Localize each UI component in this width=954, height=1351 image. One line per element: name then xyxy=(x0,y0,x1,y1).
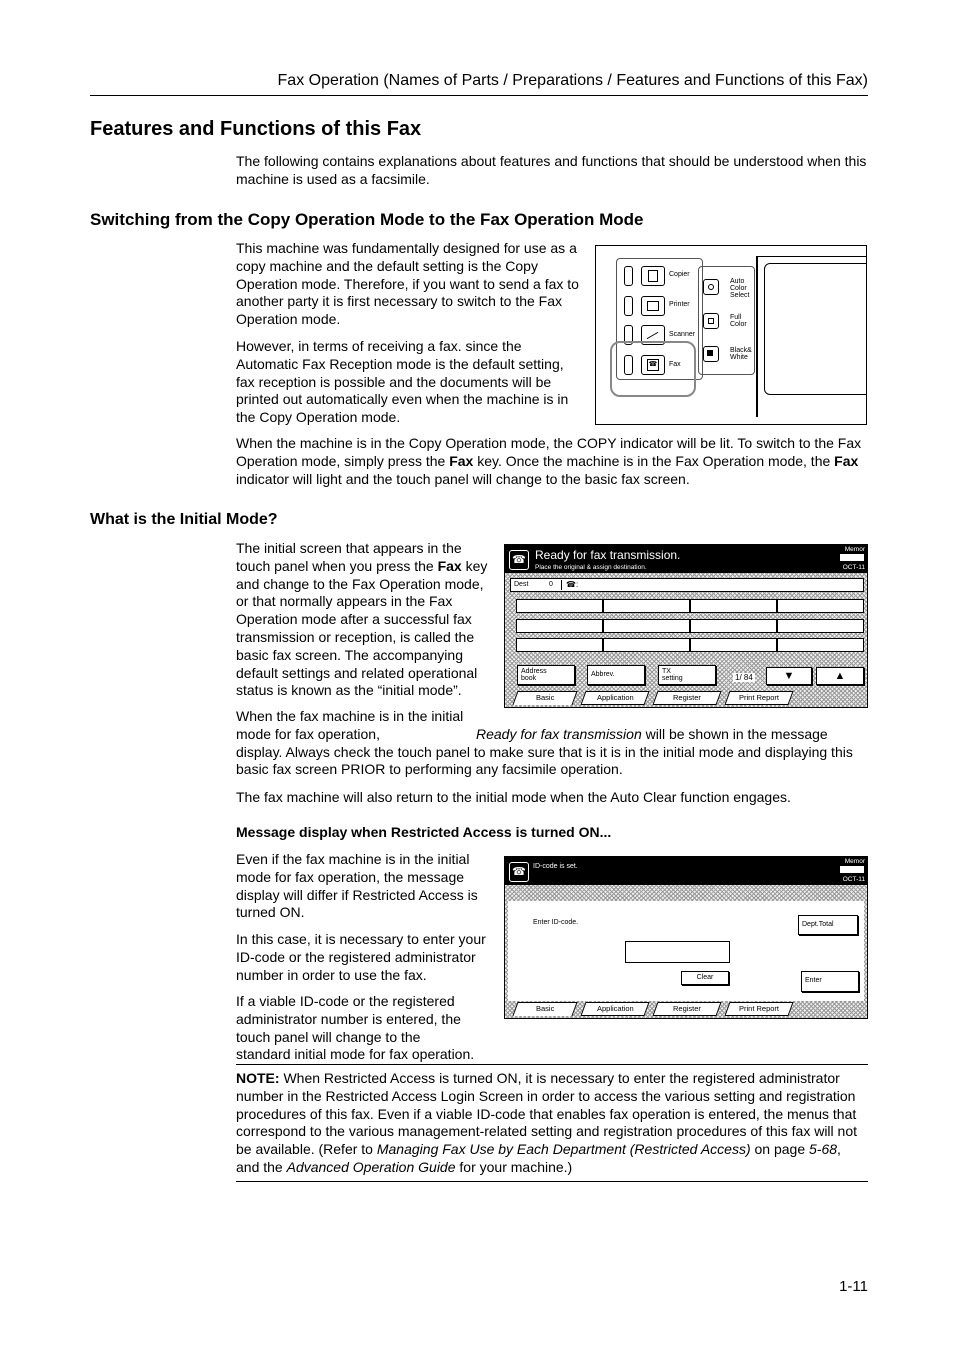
fax-mode-icon: ☎ xyxy=(509,550,529,570)
tab-bar xyxy=(505,691,867,707)
one-touch-key[interactable] xyxy=(516,638,603,652)
basic-fax-screen xyxy=(504,544,868,708)
fax-mode-icon: ☎ xyxy=(509,862,529,882)
page-number: 1-11 xyxy=(839,1278,868,1295)
scroll-up-button[interactable] xyxy=(816,667,864,685)
control-panel-figure xyxy=(595,245,867,425)
printer-indicator xyxy=(624,296,633,316)
tab-application[interactable]: Application xyxy=(580,691,649,705)
restricted-paragraph-3: If a viable ID-code or the registered administrator number is entered, the touch panel will change to the standard initial mode for fax operation. xyxy=(236,993,475,1063)
message-title: Ready for fax transmission. xyxy=(535,548,681,562)
date-label: OCT-11 xyxy=(842,564,865,571)
one-touch-key[interactable] xyxy=(777,638,864,652)
copier-key[interactable] xyxy=(641,266,665,286)
note-paragraph: NOTE: When Restricted Access is turned ON, it is necessary to enter the registered administrator number in the Restricted Access Login Screen in order to access the various setting and registration procedures of this fax. Even if a viable ID-code that enables fax operation is entered, the menus that correspond to the various management-related setting and registration procedures of this fax will not be available. (Refer to Managing Fax Use by Each Department (Restricted Access) on page 5-68, and the Advanced Operation Guide for your machine.) xyxy=(236,1070,858,1175)
restricted-heading: Message display when Restricted Access is turned ON... xyxy=(236,824,612,840)
copier-label: Copier xyxy=(669,271,690,278)
header-rule xyxy=(90,95,868,96)
one-touch-key[interactable] xyxy=(603,619,690,633)
one-touch-key[interactable] xyxy=(603,638,690,652)
abbrev-button[interactable]: Abbrev. xyxy=(587,665,645,685)
memory-label: Memor xyxy=(844,546,865,553)
up-arrow-icon: ▲ xyxy=(834,670,846,682)
full-color-key[interactable] xyxy=(703,313,719,329)
black-white-indicator-icon xyxy=(707,350,713,356)
switching-paragraph-3: When the machine is in the Copy Operation mode, the COPY indicator will be lit. To switch to the Fax Operation mode, simply press the Fax key. Once the machine is in the Fax Operation mode, the Fax indicator will light and the touch panel will change to the basic fax screen. xyxy=(236,435,862,487)
tab-bar xyxy=(505,1002,867,1018)
dest-count: 0 xyxy=(549,581,553,588)
switching-paragraph-2: However, in terms of receiving a fax. since the Automatic Fax Reception mode is the default setting, fax reception is possible and the documents will be printed out automatically even when the machine is in the Copy Operation mode. xyxy=(236,338,569,426)
tab-print-report[interactable]: Print Report xyxy=(724,691,793,705)
copier-icon xyxy=(648,270,658,282)
tab-basic[interactable]: Basic xyxy=(512,1002,577,1016)
fax-label: Fax xyxy=(669,361,681,368)
auto-color-key[interactable] xyxy=(703,279,719,295)
id-message-title: ID-code is set. xyxy=(533,863,578,870)
fax-icon: ☎ xyxy=(647,359,659,371)
dest-divider xyxy=(561,580,562,590)
enter-id-label: Enter ID-code. xyxy=(533,919,579,926)
address-book-button[interactable]: Address book xyxy=(517,665,575,685)
touch-panel-display xyxy=(764,263,867,395)
id-message-bar xyxy=(505,857,867,885)
tab-register[interactable]: Register xyxy=(652,1002,721,1016)
destination-bar xyxy=(510,578,864,592)
date-label: OCT-11 xyxy=(842,876,865,883)
printer-key[interactable] xyxy=(641,296,665,316)
memory-label: Memor xyxy=(844,858,865,865)
note-top-rule xyxy=(236,1064,868,1065)
auto-color-label: Auto Color Select xyxy=(730,278,750,299)
initial-mode-paragraph-2: When the fax machine is in the initial mode for fax operation, Ready for fax transmission will be shown in the message display. Always check the touch panel to make sure that is it is in the initial mode and displaying this basic fax screen PRIOR to performing any facsimile operation. xyxy=(236,708,853,778)
id-code-input[interactable] xyxy=(625,941,730,963)
tx-setting-button[interactable]: TX setting xyxy=(658,665,716,685)
tab-register[interactable]: Register xyxy=(652,691,721,705)
running-header: Fax Operation (Names of Parts / Preparations / Features and Functions of this Fax) xyxy=(277,72,868,89)
one-touch-key[interactable] xyxy=(690,619,777,633)
clear-button[interactable]: Clear xyxy=(681,971,729,985)
restricted-paragraph-2: In this case, it is necessary to enter your ID-code or the registered administrator number in order to use the fax. xyxy=(236,931,486,983)
printer-icon xyxy=(647,301,659,311)
down-arrow-icon: ▼ xyxy=(783,670,795,682)
intro-paragraph: The following contains explanations about features and functions that should be understood when this machine is used as a facsimile. xyxy=(236,153,867,187)
initial-mode-heading: What is the Initial Mode? xyxy=(90,511,278,528)
enter-button[interactable]: Enter xyxy=(801,971,859,992)
tab-application[interactable]: Application xyxy=(580,1002,649,1016)
phone-icon: ☎ xyxy=(566,580,576,589)
note-bottom-rule xyxy=(236,1181,868,1182)
id-code-screen xyxy=(504,856,868,1019)
id-entry-area xyxy=(508,901,864,1001)
one-touch-key[interactable] xyxy=(777,599,864,613)
message-subtitle: Place the original & assign destination. xyxy=(535,564,647,571)
printer-label: Printer xyxy=(669,301,690,308)
one-touch-key[interactable] xyxy=(777,619,864,633)
one-touch-key[interactable] xyxy=(690,599,777,613)
switching-paragraph-1: This machine was fundamentally designed for use as a copy machine and the default setting is the Copy Operation mode. Therefore, if you want to send a fax to another party it is first necessary to switch to the Fax Operation mode. xyxy=(236,240,579,328)
black-white-key[interactable] xyxy=(703,346,719,362)
scroll-down-button[interactable] xyxy=(766,667,812,685)
section-title: Features and Functions of this Fax xyxy=(90,118,422,140)
memory-gauge xyxy=(840,554,864,561)
initial-mode-paragraph-1: The initial screen that appears in the touch panel when you press the Fax key and change to the Fax Operation mode, or that normally appears in the Fax Operation mode after a successful fax transmission or reception, is called the basic fax screen. The accompanying default settings and related operational status is known as the “initial mode”. xyxy=(236,540,488,699)
dest-label: Dest xyxy=(514,581,529,588)
copier-indicator xyxy=(624,266,633,286)
full-color-label: Full Color xyxy=(730,314,747,328)
message-bar xyxy=(505,545,867,573)
memory-gauge xyxy=(840,866,864,873)
one-touch-key[interactable] xyxy=(690,638,777,652)
tab-basic[interactable]: Basic xyxy=(512,691,577,705)
one-touch-key[interactable] xyxy=(603,599,690,613)
dept-total-button[interactable]: Dept.Total xyxy=(798,915,858,935)
fax-key-highlight xyxy=(610,341,696,397)
phone-colon: : xyxy=(576,580,579,589)
auto-color-indicator-icon xyxy=(708,284,714,290)
initial-mode-paragraph-3: The fax machine will also return to the initial mode when the Auto Clear function engages. xyxy=(236,789,791,805)
page-indicator: 1/ 84 xyxy=(735,673,753,682)
full-color-indicator-icon xyxy=(708,318,714,324)
restricted-paragraph-1: Even if the fax machine is in the initial mode for fax operation, the message display will differ if Restricted Access is turned ON. xyxy=(236,851,478,921)
one-touch-key[interactable] xyxy=(516,619,603,633)
switching-heading: Switching from the Copy Operation Mode to the Fax Operation Mode xyxy=(90,210,644,229)
scanner-label: Scanner xyxy=(669,331,696,338)
black-white-label: Black& White xyxy=(730,347,752,361)
scanner-icon xyxy=(647,332,659,339)
one-touch-key[interactable] xyxy=(516,599,603,613)
tab-print-report[interactable]: Print Report xyxy=(724,1002,793,1016)
